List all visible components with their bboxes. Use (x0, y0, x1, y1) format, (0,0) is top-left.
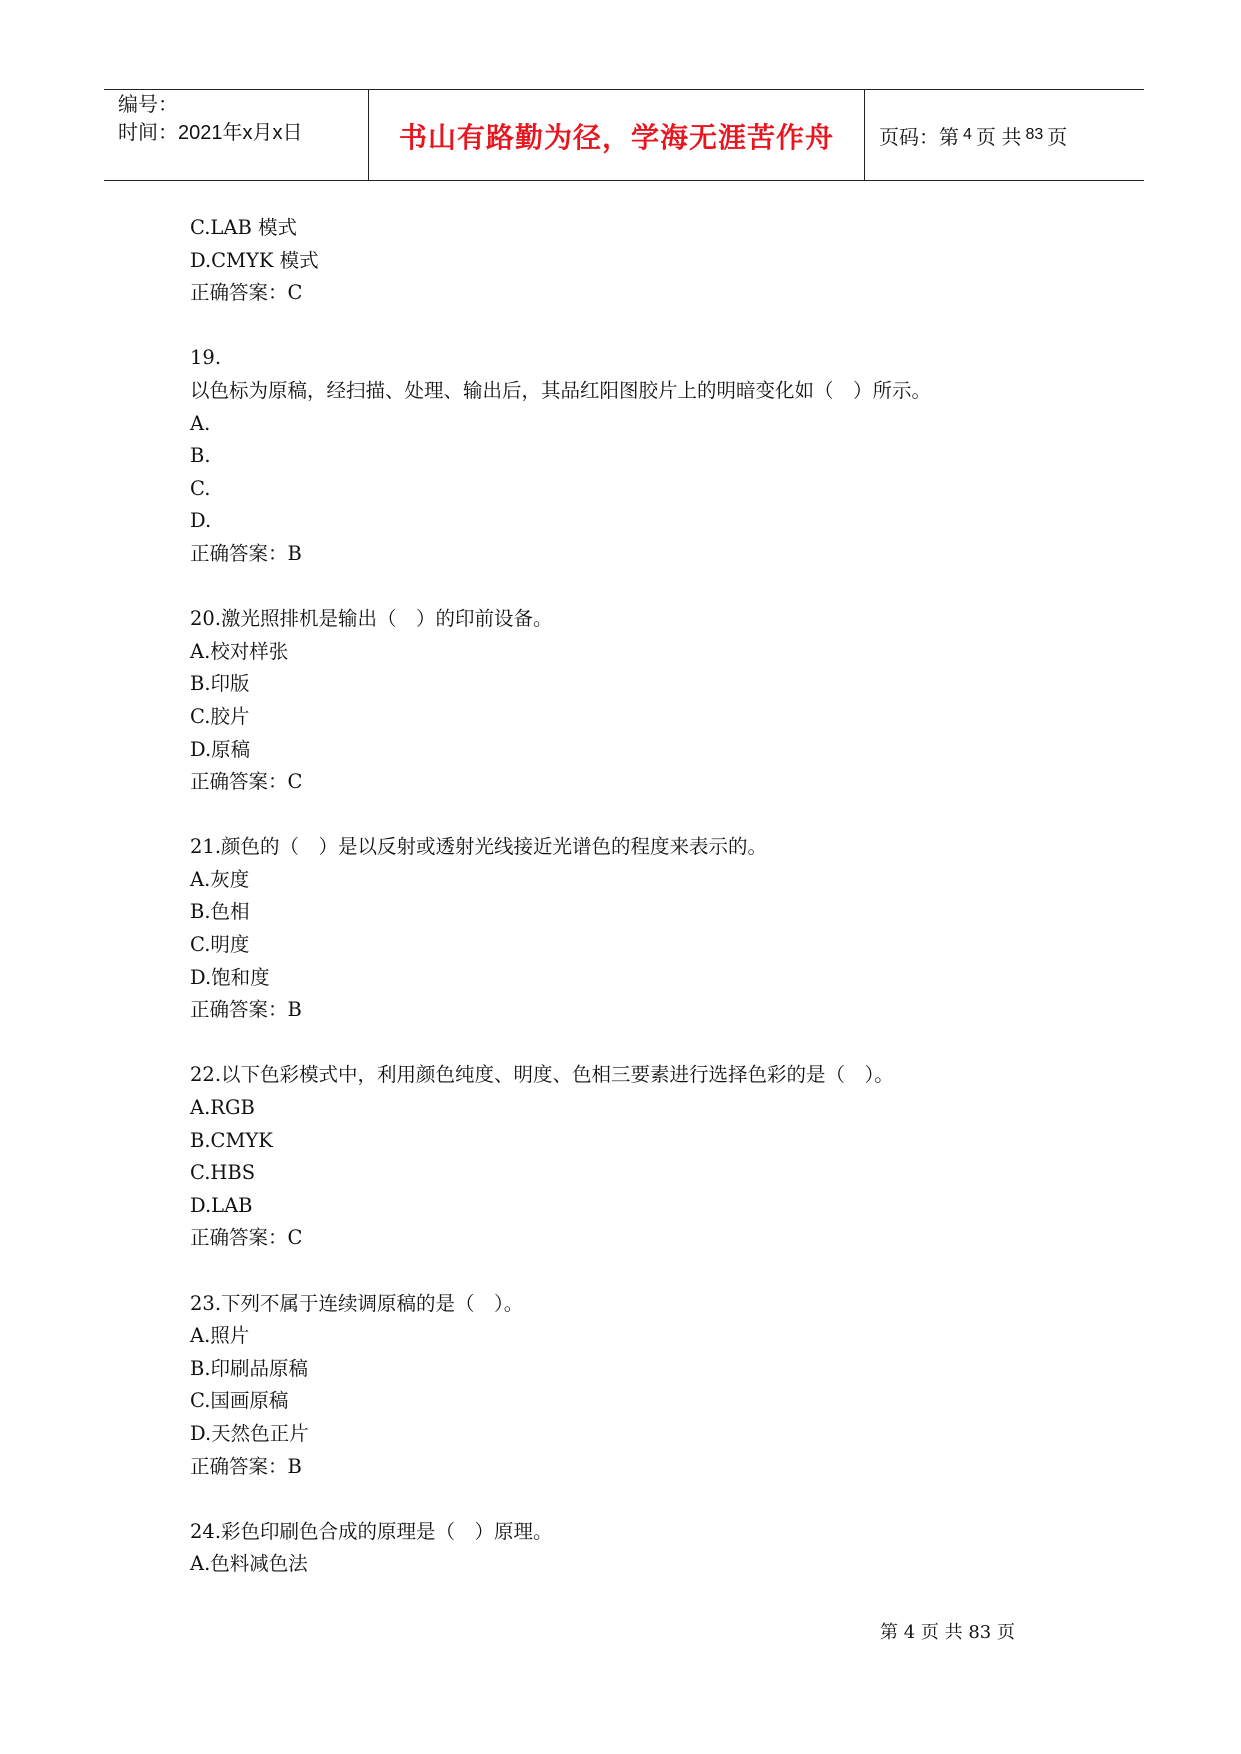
page-suffix: 页 (1047, 126, 1068, 149)
serial-label: 编号： (118, 94, 178, 116)
q20-option-d: D.原稿 (190, 737, 251, 761)
q22-option-b: B.CMYK (190, 1128, 273, 1152)
q24-question: 24.彩色印刷色合成的原理是（ ）原理。 (190, 1519, 553, 1543)
spacer (190, 1483, 1090, 1516)
header-meta-cell (104, 90, 369, 180)
time-label: 时间：2021年x月x日 (118, 122, 303, 144)
q21-option-b: B.色相 (190, 900, 250, 924)
q23-option-b: B.印刷品原稿 (190, 1356, 309, 1380)
q21-answer: 正确答案：B (190, 998, 302, 1022)
q20-question: 20.激光照排机是输出（ ）的印前设备。 (190, 607, 553, 631)
spacer (190, 571, 1090, 604)
document-body (190, 212, 1090, 1581)
q21-option-d: D.饱和度 (190, 965, 270, 989)
q21-question: 21.颜色的（ ）是以反射或透射光线接近光谱色的程度来表示的。 (190, 835, 768, 859)
q22-option-d: D.LAB (190, 1193, 253, 1217)
q20-option-a: A.校对样张 (190, 639, 289, 663)
page-footer: 第 4 页 共 83 页 (880, 1622, 1015, 1643)
q23-answer: 正确答案：B (190, 1454, 302, 1478)
spacer (190, 1027, 1090, 1060)
spacer (190, 799, 1090, 832)
spacer (190, 310, 1090, 343)
q19-option-c: C. (190, 476, 211, 500)
q20-option-b: B.印版 (190, 672, 250, 696)
spacer (190, 1255, 1090, 1288)
q21-option-c: C.明度 (190, 933, 250, 957)
q22-question: 22.以下色彩模式中，利用颜色纯度、明度、色相三要素进行选择色彩的是（ ）。 (190, 1063, 894, 1087)
q19-answer: 正确答案：B (190, 541, 302, 565)
q22-option-a: A.RGB (190, 1096, 255, 1120)
q20-answer: 正确答案：C (190, 770, 303, 794)
q19-option-b: B. (190, 444, 211, 468)
page-total: 83 (1025, 126, 1044, 143)
q23-option-d: D.天然色正片 (190, 1421, 309, 1445)
q18-answer: 正确答案：C (190, 281, 303, 305)
q22-answer: 正确答案：C (190, 1226, 303, 1250)
header-motto-cell (369, 90, 865, 180)
page-prefix: 页码：第 (879, 126, 959, 149)
motto: 书山有路勤为径，学海无涯苦作舟 (398, 121, 834, 154)
q21-option-a: A.灰度 (190, 867, 250, 891)
header-page-cell (865, 90, 1144, 180)
q20-option-c: C.胶片 (190, 704, 250, 728)
q19-number: 19. (190, 346, 222, 370)
q19-option-a: A. (190, 411, 211, 435)
page-current: 4 (963, 126, 972, 143)
q19-question: 以色标为原稿，经扫描、处理、输出后，其品红阳图胶片上的明暗变化如（ ）所示。 (190, 378, 932, 402)
page-mid: 页 共 (975, 126, 1022, 149)
q18-option-d: D.CMYK 模式 (190, 248, 319, 272)
q18-option-c: C.LAB 模式 (190, 216, 297, 239)
q23-option-a: A.照片 (190, 1324, 250, 1348)
q23-option-c: C.国画原稿 (190, 1389, 289, 1413)
q24-option-a: A.色料减色法 (190, 1552, 308, 1576)
q23-question: 23.下列不属于连续调原稿的是（ ）。 (190, 1291, 524, 1315)
q19-option-d: D. (190, 509, 212, 533)
header-table (104, 89, 1144, 181)
q22-option-c: C.HBS (190, 1161, 256, 1185)
